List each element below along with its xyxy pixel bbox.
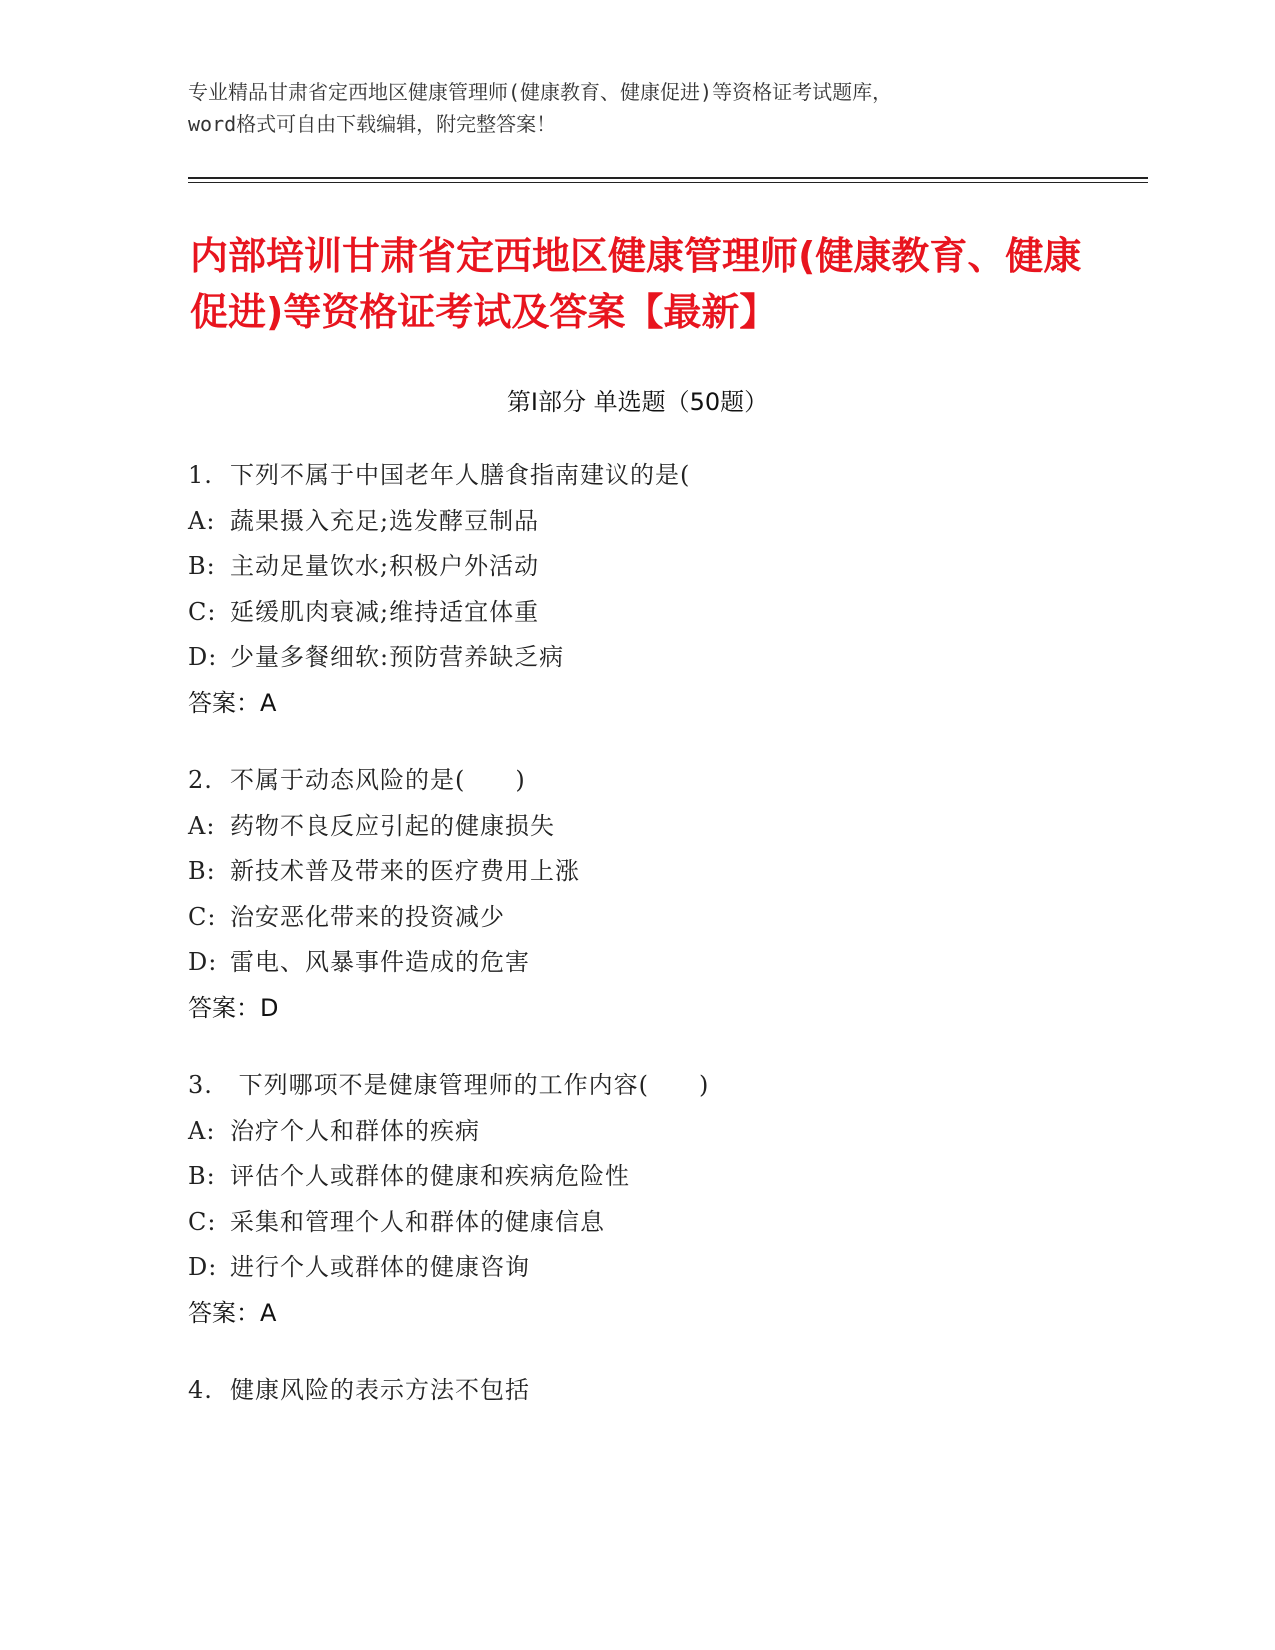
question-4 <box>188 1368 1088 1414</box>
option-text: 治疗个人和群体的疾病 <box>230 1116 480 1145</box>
option-d <box>188 1245 1088 1291</box>
option-letter: B: <box>188 857 216 885</box>
option-letter: A: <box>188 506 216 535</box>
option-text: 延缓肌肉衰减;维持适宜体重 <box>230 597 540 626</box>
option-text: 雷电、风暴事件造成的危害 <box>230 948 530 976</box>
question-stem <box>188 1063 1088 1109</box>
header-divider-thick <box>188 177 1148 179</box>
question-number: 4. <box>188 1376 213 1404</box>
option-text: 主动足量饮水;积极户外活动 <box>230 552 540 580</box>
header-note <box>188 76 1088 140</box>
option-text: 少量多餐细软:预防营养缺乏病 <box>230 643 565 671</box>
option-c <box>188 1200 1088 1246</box>
question-stem <box>188 758 1088 804</box>
option-text: 药物不良反应引起的健康损失 <box>230 811 555 840</box>
option-letter: A: <box>188 1116 216 1145</box>
option-text: 进行个人或群体的健康咨询 <box>230 1253 530 1281</box>
header-divider-thin <box>188 182 1148 183</box>
question-2 <box>188 758 1088 1031</box>
option-letter: D: <box>188 1253 218 1281</box>
question-text: 不属于动态风险的是( ) <box>230 766 526 794</box>
answer: 答案：D <box>188 993 279 1022</box>
option-text: 蔬果摄入充足;选发酵豆制品 <box>230 506 540 535</box>
section-heading: 第Ⅰ部分 单选题（50题） <box>506 388 769 416</box>
option-d <box>188 635 1088 681</box>
header-line-1: 专业精品甘肃省定西地区健康管理师(健康教育、健康促进)等资格证考试题库， <box>188 80 893 104</box>
option-letter: B: <box>188 1162 216 1190</box>
question-number: 3. <box>188 1071 213 1099</box>
question-1 <box>188 453 1088 726</box>
option-a <box>188 1109 1088 1155</box>
option-c <box>188 590 1088 636</box>
answer: 答案：A <box>188 688 277 717</box>
option-text: 采集和管理个人和群体的健康信息 <box>230 1207 605 1236</box>
option-text: 新技术普及带来的医疗费用上涨 <box>230 857 580 885</box>
question-text: 健康风险的表示方法不包括 <box>230 1376 530 1404</box>
answer: 答案：A <box>188 1298 277 1327</box>
option-text: 评估个人或群体的健康和疾病危险性 <box>230 1162 630 1190</box>
option-text: 治安恶化带来的投资减少 <box>230 902 505 931</box>
option-b <box>188 1154 1088 1200</box>
question-number: 2. <box>188 766 213 794</box>
option-letter: C: <box>188 597 217 626</box>
option-letter: A: <box>188 811 216 840</box>
question-text: 下列哪项不是健康管理师的工作内容( ) <box>230 1071 710 1099</box>
question-stem <box>188 453 1088 499</box>
option-a <box>188 804 1088 850</box>
option-letter: B: <box>188 552 216 580</box>
option-letter: C: <box>188 902 217 931</box>
option-letter: C: <box>188 1207 217 1236</box>
option-b <box>188 849 1088 895</box>
question-text: 下列不属于中国老年人膳食指南建议的是( <box>230 461 691 489</box>
header-line-2: word格式可自由下载编辑，附完整答案！ <box>188 112 557 136</box>
option-b <box>188 544 1088 590</box>
option-d <box>188 940 1088 986</box>
option-letter: D: <box>188 643 218 671</box>
option-c <box>188 895 1088 941</box>
option-letter: D: <box>188 948 218 976</box>
option-a <box>188 499 1088 545</box>
question-number: 1. <box>188 461 213 489</box>
question-stem <box>188 1368 1088 1414</box>
document-title: 内部培训甘肃省定西地区健康管理师(健康教育、健康促进)等资格证考试及答案【最新】 <box>190 234 1082 334</box>
question-3 <box>188 1063 1088 1336</box>
